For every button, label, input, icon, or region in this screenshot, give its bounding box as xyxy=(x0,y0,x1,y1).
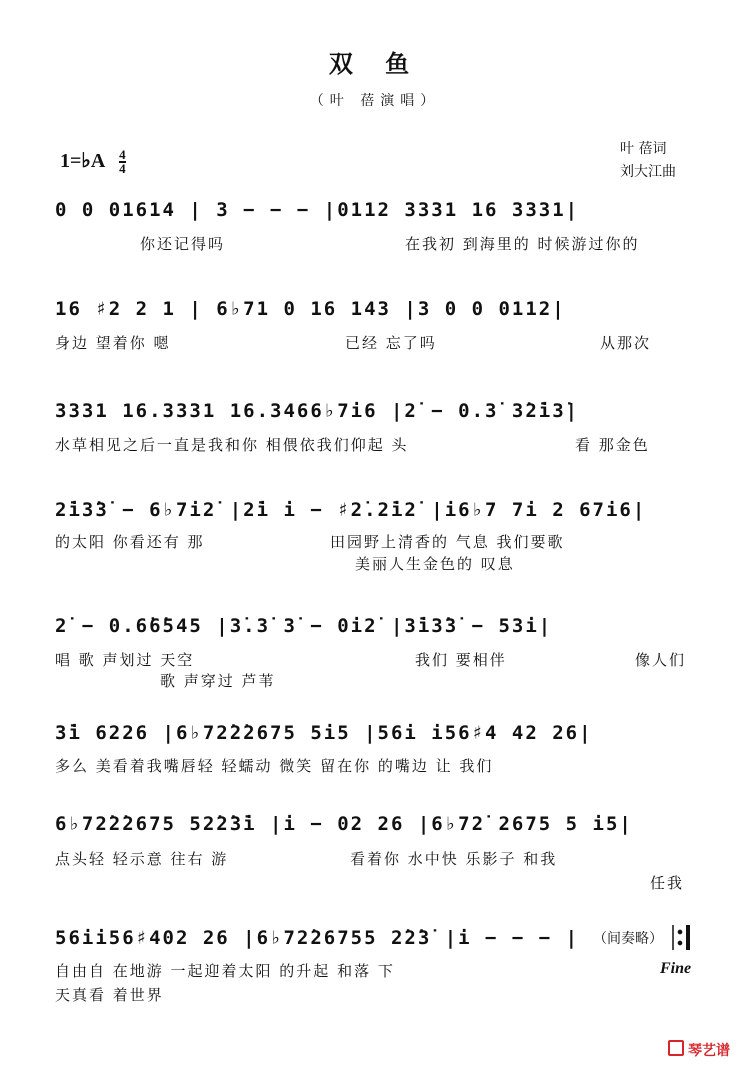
system-2-notes: 16 ♯2 2 1 | 6♭71 0 16 143 |3 0 0 0112| xyxy=(55,298,566,320)
system-4-lyric-verse2: 美丽人生金色的 叹息 xyxy=(355,555,515,573)
system-5-notes: 2̇ − 0.6̇6̇545 |3̇.3̇ 3̇ − 0i2̇ |3̇i3̇3̇ − 53i| xyxy=(55,615,553,637)
system-5-lyric-b: 我们 要相伴 xyxy=(415,651,507,669)
system-5-lyric-c: 像人们 xyxy=(635,651,687,669)
time-signature-top: 4 xyxy=(119,147,126,163)
system-3-lyric-a: 水草相见之后一直是我和你 相偎依我们仰起 头 xyxy=(55,436,409,454)
system-4-lyric-a: 的太阳 你看还有 那 xyxy=(55,533,205,551)
system-6-notes: 3̇i 6226 |6♭72̇2̇2675 5i5 |56i i56♯4 42 26| xyxy=(55,722,593,744)
system-1-lyric-a: 你还记得吗 xyxy=(140,235,226,253)
system-8-lyric-a: 自由自 在地游 一起迎着太阳 的升起 和落 下 xyxy=(55,962,395,980)
system-7-lyric-b: 看着你 水中快 乐影子 和我 xyxy=(350,850,558,868)
system-1-notes: 0 0 01614 | 3 − − − |0112 3331 16 3331| xyxy=(55,199,580,221)
watermark-logo xyxy=(668,1040,730,1060)
system-3-lyric-b: 看 那金色 xyxy=(575,436,650,454)
interlude-note: （间奏略） xyxy=(593,931,663,947)
repeat-dot-top xyxy=(678,930,681,933)
system-7-notes: 6♭72̇2̇2675 52̇2̇3̇i |i − 02 26 |6♭72̇ 2675 5 i5| xyxy=(55,813,633,835)
system-8-notes: 56ii56♯402 26 |6♭72̇26755 2̇2̇3̇ |i − − − | xyxy=(55,927,580,949)
system-4-lyric-b: 田园野上清香的 气息 我们要歌 xyxy=(330,533,565,551)
system-8-lyric-verse2: 天真看 着世界 xyxy=(55,986,164,1004)
system-4-notes: 2̇i3̇3̇ − 6♭7i2̇ |2̇i i − ♯2̇.2̇i2̇ |i6♭7 7i 2 67i6| xyxy=(55,499,647,521)
system-1-lyric-b: 在我初 到海里的 时候游过你的 xyxy=(405,235,640,253)
system-7-lyric-verse2: 任我 xyxy=(650,874,685,892)
system-5-lyric-a: 唱 歌 声划过 天空 xyxy=(55,651,195,669)
system-2-lyric-a: 身边 望着你 嗯 xyxy=(55,334,171,352)
lyricist-credit: 叶 蓓词 xyxy=(620,141,667,157)
watermark-icon xyxy=(668,1040,684,1056)
time-signature-bottom: 4 xyxy=(119,161,126,177)
watermark-text: 琴艺谱 xyxy=(688,1043,730,1059)
song-subtitle: （叶 蓓演唱） xyxy=(309,93,441,109)
key-signature-label: 1=♭A xyxy=(60,150,105,172)
fine-marking: Fine xyxy=(660,960,692,977)
song-title: 双 鱼 xyxy=(328,50,422,78)
system-3-notes: 3331 16.3331 16.3466♭7i6 |2̇ − 0.3̇ 3̇2̇i3̇| xyxy=(55,400,580,422)
system-2-lyric-b: 已经 忘了吗 xyxy=(345,334,437,352)
system-6-lyric-a: 多么 美看着我嘴唇轻 轻蠕动 微笑 留在你 的嘴边 让 我们 xyxy=(55,757,494,775)
system-5-lyric-verse2: 歌 声穿过 芦苇 xyxy=(160,672,276,690)
repeat-dot-bottom xyxy=(678,941,681,944)
system-7-lyric-a: 点头轻 轻示意 往右 游 xyxy=(55,850,229,868)
system-2-lyric-c: 从那次 xyxy=(600,334,652,352)
composer-credit: 刘大江曲 xyxy=(620,164,676,180)
